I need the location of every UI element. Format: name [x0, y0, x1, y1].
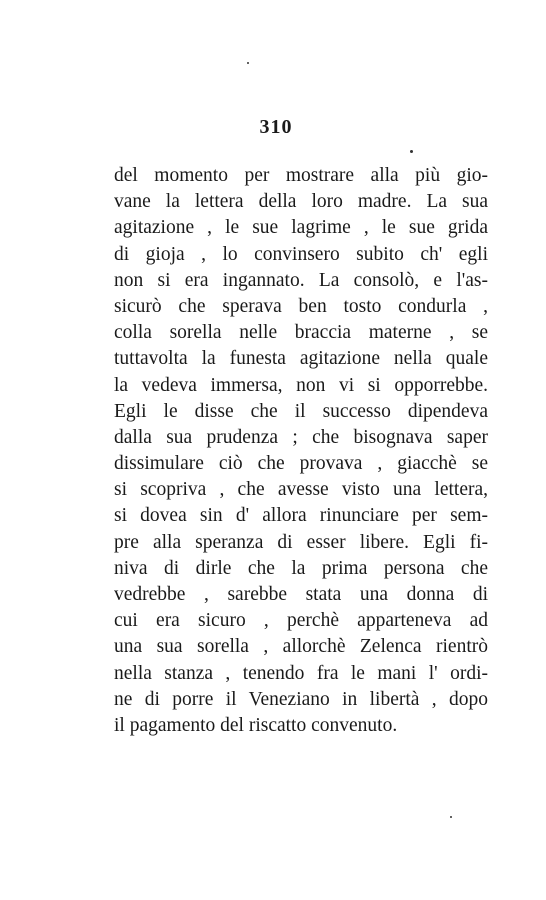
body-text	[114, 163, 488, 739]
text-line: non si era ingannato. La consolò, e l'as-	[114, 269, 488, 291]
text-line: colla sorella nelle braccia materne , se	[114, 322, 488, 344]
text-line: ne di porre il Veneziano in libertà , dopo	[114, 688, 488, 710]
text-line: vane la lettera della loro madre. La sua	[114, 191, 488, 213]
text-line: di gioja , lo convinsero subito ch' egli	[114, 243, 488, 265]
ink-speck	[450, 816, 452, 818]
text-line: si scopriva , che avesse visto una lettera,	[114, 479, 488, 501]
text-line: sicurò che sperava ben tosto condurla ,	[114, 295, 488, 317]
text-line: del momento per mostrare alla più gio-	[114, 165, 488, 186]
ink-speck	[247, 62, 249, 64]
text-line: agitazione , le sue lagrime , le sue grida	[114, 217, 488, 239]
text-line: dalla sua prudenza ; che bisognava saper	[114, 426, 488, 448]
text-line: dissimulare ciò che provava , giacchè se	[114, 453, 488, 475]
text-line: niva di dirle che la prima persona che	[114, 557, 488, 579]
text-line: Egli le disse che il successo dipendeva	[114, 400, 488, 422]
ink-speck	[410, 150, 413, 153]
text-line: nella stanza , tenendo fra le mani l' ordi-	[114, 662, 488, 684]
text-line: pre alla speranza di esser libere. Egli fi-	[114, 531, 488, 553]
text-line: una sua sorella , allorchè Zelenca rientrò	[114, 636, 488, 658]
text-line: si dovea sin d' allora rinunciare per sem-	[114, 505, 488, 527]
text-line: vedrebbe , sarebbe stata una donna di	[114, 584, 488, 605]
text-line: cui era sicuro , perchè apparteneva ad	[114, 610, 488, 632]
text-line: tuttavolta la funesta agitazione nella quale	[114, 348, 488, 370]
page-number: 310	[259, 116, 293, 138]
text-line: la vedeva immersa, non vi si opporrebbe.	[114, 374, 488, 396]
text-line: il pagamento del riscatto convenuto.	[114, 714, 398, 736]
